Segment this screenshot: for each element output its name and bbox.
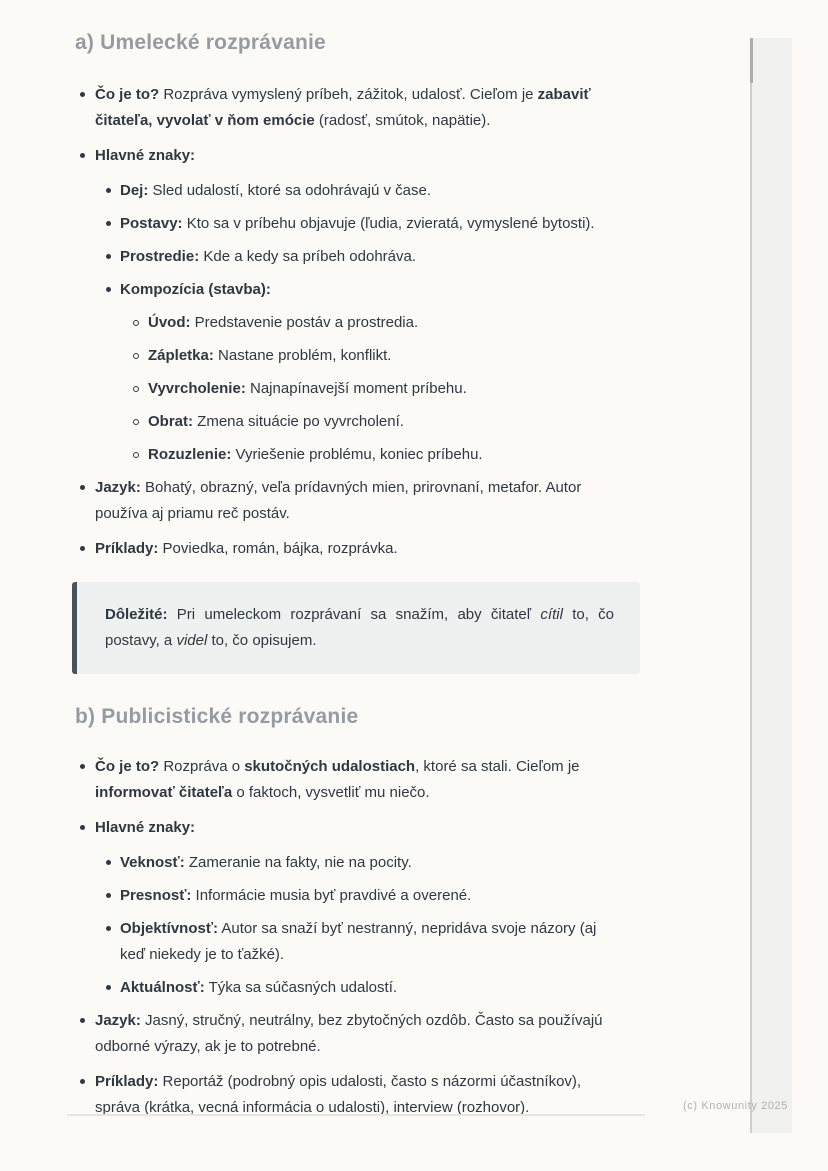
disc-bullet-icon: [106, 860, 111, 865]
footer-divider: [67, 1114, 645, 1116]
copyright-watermark: (c) Knowunity 2025: [683, 1100, 788, 1112]
list-item: [75, 409, 621, 435]
list-item: [75, 1008, 621, 1060]
next-page-edge: [750, 38, 792, 1133]
list-item-text: Hlavné znaky:: [95, 819, 196, 836]
disc-bullet-icon: [80, 92, 85, 97]
list-item-text: Príklady: Reportáž (podrobný opis udalosti, často s názormi účastníkov), správa (krátka, vecná informácia o udalosti), interview (rozhovor).: [95, 1073, 582, 1116]
list-item: [75, 244, 621, 270]
list-item-text: Čo je to? Rozpráva o skutočných udalostiach, ktoré sa stali. Cieľom je informovať čitateľa o faktoch, vysvetliť mu niečo.: [95, 758, 580, 801]
list-item: [75, 883, 621, 909]
list-item-text: Objektívnosť: Autor sa snaží byť nestranný, nepridáva svoje názory (aj keď niekedy je to ťažké).: [120, 920, 597, 963]
list-item: [75, 82, 621, 134]
section-heading-a: a) Umelecké rozprávanie: [75, 31, 326, 54]
section-artistic-narration: [75, 30, 621, 674]
bullet-list-a: [75, 82, 621, 562]
disc-bullet-icon: [80, 153, 85, 158]
list-item-text: Jazyk: Bohatý, obrazný, veľa prídavných mien, prirovnaní, metafor. Autor používa aj priamu reč postáv.: [95, 479, 582, 522]
list-item: [75, 376, 621, 402]
list-item: [75, 975, 621, 1001]
section-heading-b: b) Publicistické rozprávanie: [75, 705, 359, 728]
bullet-list-b: [75, 754, 621, 1121]
list-item: [75, 815, 621, 841]
list-item-text: Rozuzlenie: Vyriešenie problému, koniec príbehu.: [148, 446, 483, 463]
disc-bullet-icon: [80, 546, 85, 551]
important-callout: [72, 582, 640, 674]
circle-bullet-icon: [133, 419, 139, 425]
disc-bullet-icon: [106, 254, 111, 259]
list-item: [75, 277, 621, 303]
list-item-text: Kompozícia (stavba):: [120, 281, 271, 298]
disc-bullet-icon: [106, 188, 111, 193]
disc-bullet-icon: [106, 221, 111, 226]
scrollbar-thumb[interactable]: [750, 38, 753, 83]
disc-bullet-icon: [106, 985, 111, 990]
disc-bullet-icon: [106, 893, 111, 898]
list-item: [75, 754, 621, 806]
list-item: [75, 916, 621, 968]
list-item-text: Vyvrcholenie: Najnapínavejší moment príbehu.: [148, 380, 467, 397]
list-item: [75, 442, 621, 468]
circle-bullet-icon: [133, 386, 139, 392]
list-item-text: Zápletka: Nastane problém, konflikt.: [148, 347, 392, 364]
list-item-text: Príklady: Poviedka, román, bájka, rozprávka.: [95, 540, 398, 557]
list-item-text: Čo je to? Rozpráva vymyslený príbeh, zážitok, udalosť. Cieľom je zabaviť čitateľa, vyvolať v ňom emócie (radosť, smútok, napätie).: [95, 86, 591, 129]
list-item-text: Aktuálnosť: Týka sa súčasných udalostí.: [120, 979, 398, 996]
disc-bullet-icon: [80, 1079, 85, 1084]
list-item: [75, 536, 621, 562]
list-item-text: Dej: Sled udalostí, ktoré sa odohrávajú v čase.: [120, 182, 432, 199]
list-item-text: Úvod: Predstavenie postáv a prostredia.: [148, 314, 419, 331]
list-item: [75, 850, 621, 876]
disc-bullet-icon: [80, 485, 85, 490]
disc-bullet-icon: [80, 1018, 85, 1023]
list-item-text: Postavy: Kto sa v príbehu objavuje (ľudia, zvieratá, vymyslené bytosti).: [120, 215, 595, 232]
list-item: [75, 310, 621, 336]
list-item: [75, 343, 621, 369]
disc-bullet-icon: [106, 287, 111, 292]
circle-bullet-icon: [133, 452, 139, 458]
disc-bullet-icon: [80, 825, 85, 830]
list-item-text: Veknosť: Zameranie na fakty, nie na pocity.: [120, 854, 412, 871]
disc-bullet-icon: [80, 764, 85, 769]
section-journalistic-narration: [75, 704, 621, 1121]
disc-bullet-icon: [106, 926, 111, 931]
circle-bullet-icon: [133, 353, 139, 359]
list-item: [75, 143, 621, 169]
list-item-text: Jazyk: Jasný, stručný, neutrálny, bez zbytočných ozdôb. Často sa používajú odborné výrazy, ak je to potrebné.: [95, 1012, 603, 1055]
callout-text: Dôležité: Pri umeleckom rozprávaní sa snažím, aby čitateľ cítil to, čo postavy, a videl to, čo opisujem.: [105, 606, 615, 649]
document-page: [75, 30, 621, 1130]
list-item: [75, 211, 621, 237]
list-item: [75, 475, 621, 527]
list-item-text: Hlavné znaky:: [95, 147, 196, 164]
list-item-text: Prostredie: Kde a kedy sa príbeh odohráva.: [120, 248, 417, 265]
list-item: [75, 178, 621, 204]
list-item-text: Obrat: Zmena situácie po vyvrcholení.: [148, 413, 404, 430]
circle-bullet-icon: [133, 320, 139, 326]
list-item-text: Presnosť: Informácie musia byť pravdivé a overené.: [120, 887, 472, 904]
